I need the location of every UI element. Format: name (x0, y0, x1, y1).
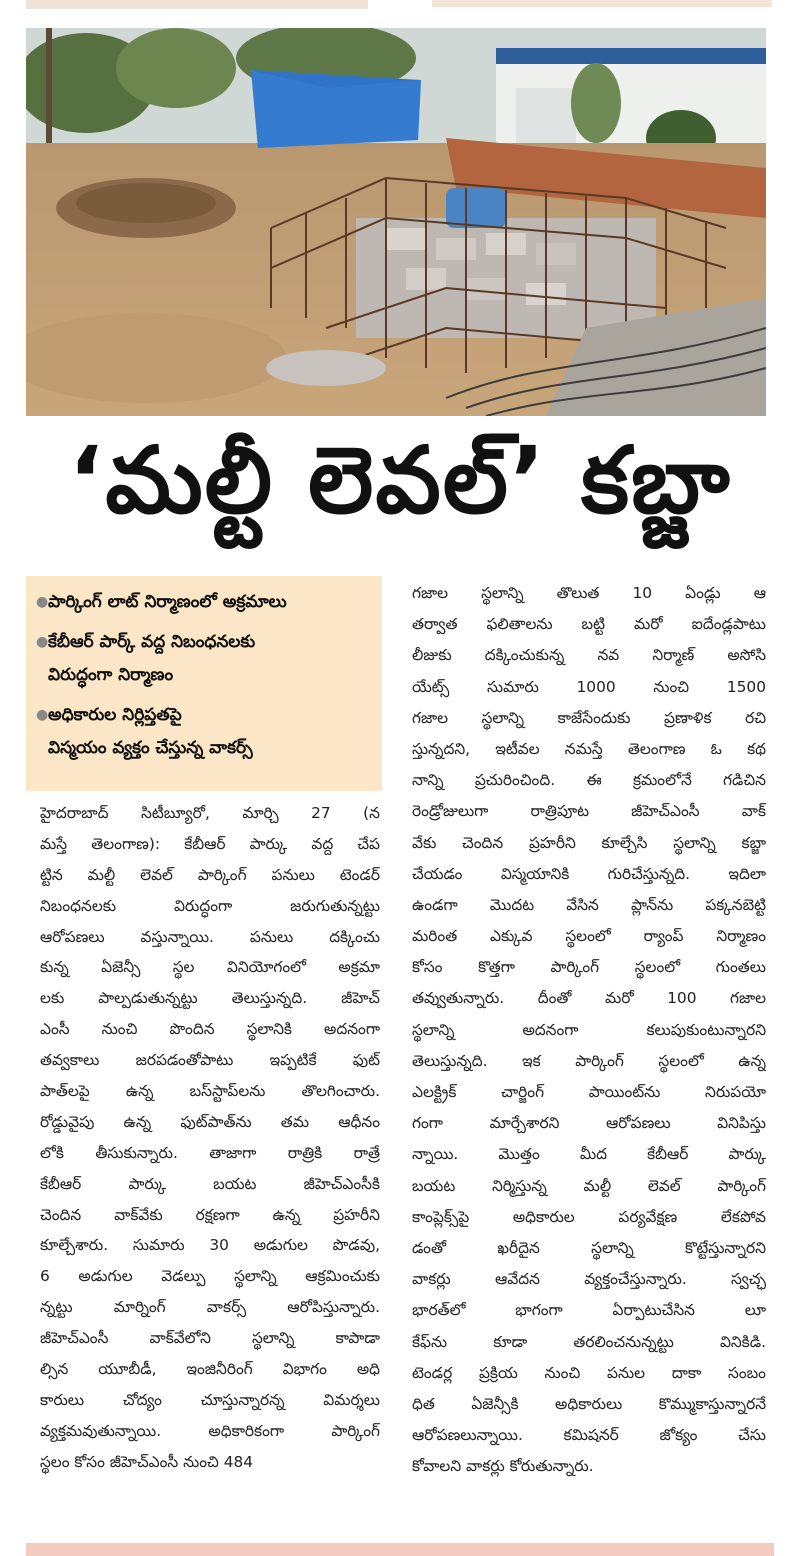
body-text-line: మస్తే తెలంగాణ): కేబీఆర్ పార్కు వద్ద చేప (40, 834, 380, 853)
body-text-line: ట్టిన మల్టీ లెవల్ పార్కింగ్ పనులు టెండర్ (40, 865, 380, 884)
body-text-line: యేట్స్ సుమారు 1000 నుంచి 1500 (412, 677, 766, 696)
body-text-line: హైదరాబాద్ సిటీబ్యూరో, మార్చి 27 (న (40, 804, 380, 822)
body-text-line: వ్యక్తమవుతున్నాయి. అధికారికంగా పార్కింగ్ (40, 1421, 380, 1440)
highlight-line: విరుద్ధంగా నిర్మాణం (48, 665, 174, 685)
article-headline: ‘మల్టీ లెవల్’ కబ్జా (68, 427, 732, 534)
body-text-line: స్థలాన్ని అదనంగా కలుపుకుంటున్నారని (412, 1020, 766, 1039)
bullet-icon: ● (36, 707, 49, 723)
article-body-left-column (40, 798, 380, 1478)
body-text-line: ఆరోపణలున్నాయి. కమిషనర్ జోక్యం చేసు (412, 1426, 766, 1445)
highlights-box (26, 576, 382, 791)
body-text-line: రెండ్రోజులుగా రాత్రిపూట జీహెచ్‌ఎంసీ వాక్ (412, 802, 766, 821)
body-text-line: 6 అడుగుల వెడల్పు స్థలాన్ని ఆక్రమించుకు (40, 1267, 380, 1286)
top-decor-band-right (432, 0, 772, 7)
body-text-line: ఆరోపణలు వస్తున్నాయి. పనులు దక్కించు (40, 927, 380, 946)
body-text-line: వేకు చెందిన ప్రహరీని కూల్చేసి స్థలాన్ని కబ్జా (412, 833, 766, 852)
body-text-line: డంతో ఖరీదైన స్థలాన్ని కొట్టేస్తున్నారని (412, 1238, 766, 1257)
body-text-line: మరింత ఎక్కువ స్థలంలో ర్యాంప్ నిర్మాణం (412, 927, 766, 946)
body-text-line: తర్వాత ఫలితాలను బట్టి మరో ఐదేండ్లపాటు (412, 615, 766, 634)
body-text-line: స్తున్నదని, ఇటీవల నమస్తే తెలంగాణ ఓ కథ (412, 739, 766, 758)
body-text-line: కూల్చేశారు. సుమారు 30 అడుగుల పొడవు, (40, 1236, 380, 1255)
construction-site-illustration (26, 28, 766, 416)
body-text-line: న్నాయి. మొత్తం మీద కేబీఆర్ పార్కు (412, 1145, 766, 1164)
body-text-line: రోడ్డువైపు ఉన్న ఫుట్‌పాత్‌ను తమ ఆధీనం (40, 1112, 380, 1131)
body-text-line: ఎలక్ట్రిక్ చార్జింగ్ పాయింట్‌ను నిరుపయో (412, 1083, 766, 1101)
body-text-line: గజాల స్థలాన్ని తొలుత 10 ఏండ్లు ఆ (412, 584, 766, 602)
highlight-line: కేబీఆర్ పార్క్ వద్ద నిబంధనలకు (48, 632, 256, 652)
body-text-line: లకు పాల్పడుతున్నట్టు తెలుస్తున్నది. జీహెచ్ (40, 989, 380, 1008)
body-text-line: తెలుస్తున్నది. ఇక పార్కింగ్ స్థలంలో ఉన్న (412, 1051, 766, 1070)
body-text-line: తవ్వుతున్నారు. దీంతో మరో 100 గజాల (412, 989, 766, 1008)
body-text-line: కోసం కొత్తగా పార్కింగ్ స్థలంలో గుంతలు (412, 958, 766, 977)
body-text-line: తవ్వకాలు జరపడంతోపాటు ఇప్పటికే ఫుట్ (40, 1051, 380, 1070)
body-text-line: లీజుకు దక్కించుకున్న నవ నిర్మాణ్ అసోసి (412, 646, 766, 665)
body-text-line: ధిత ఏజెన్సీకి అధికారులు కొమ్ముకాస్తున్నారనే (412, 1394, 766, 1413)
body-text-line: చెందిన వాక్‌వేకు రక్షణగా ఉన్న ప్రహరీని (40, 1205, 380, 1224)
highlight-item (36, 626, 374, 692)
body-text-line: జీహెచ్‌ఎంసీ వాక్‌వేలోని స్థలాన్ని కాపాడా (40, 1329, 380, 1348)
bullet-icon: ● (36, 594, 49, 610)
body-text-line: కోవాలని వాకర్లు కోరుతున్నారు. (412, 1457, 594, 1476)
body-text-line: లోకి తీసుకున్నారు. తాజాగా రాత్రికి రాత్రే (40, 1143, 380, 1162)
body-text-line: కేబీఆర్ పార్కు బయట జీహెచ్‌ఎంసీకి (40, 1174, 380, 1193)
body-text-line: కాంప్లెక్స్‌పై అధికారుల పర్యవేక్షణ లేకపోవ (412, 1207, 766, 1226)
body-text-line: గంగా మార్చేశారని ఆరోపణలు వినిపిస్తు (412, 1114, 766, 1133)
highlight-item (36, 586, 374, 619)
body-text-line: కేఫ్‌ను కూడా తరలించనున్నట్టు వినికిడి. (412, 1332, 766, 1351)
body-text-line: కున్న ఏజెన్సీ స్థల వినియోగంలో అక్రమా (40, 958, 380, 977)
body-text-line: నాన్ని ప్రచురించింది. ఈ క్రమంలోనే గడిచిన (412, 771, 766, 790)
body-text-line: టెండర్ల ప్రక్రియ నుంచి పనుల దాకా సంబం (412, 1363, 766, 1382)
highlight-item (36, 699, 374, 765)
body-text-line: ఎంసీ నుంచి పొందిన స్థలానికి అదనంగా (40, 1020, 380, 1039)
body-text-line: ల్సిన యూబీడీ, ఇంజినీరింగ్ విభాగం అధి (40, 1360, 380, 1379)
body-text-line: స్థలం కోసం జీహెచ్‌ఎంసీ నుంచి 484 (40, 1452, 254, 1471)
body-text-line: వాకర్లు ఆవేదన వ్యక్తంచేస్తున్నారు. స్వచ్ఛ (412, 1270, 766, 1289)
body-text-line: భారత్‌లో భాగంగా ఏర్పాటుచేసిన లూ (412, 1301, 766, 1320)
body-text-line: గజాల స్థలాన్ని కాజేసేందుకు ప్రణాళిక రచి (412, 708, 766, 727)
body-text-line: కారులు చోద్యం చూస్తున్నారన్న విమర్శలు (40, 1390, 380, 1409)
highlight-line: విస్మయం వ్యక్తం చేస్తున్న వాకర్స్ (48, 738, 253, 758)
highlight-line: పార్కింగ్ లాట్ నిర్మాణంలో అక్రమాలు (48, 592, 287, 612)
highlight-line: అధికారుల నిర్లిప్తతపై (48, 705, 182, 725)
body-text-line: చేయడం విస్మయానికి గురిచేస్తున్నది. ఇదిలా (412, 864, 766, 883)
bottom-decor-band (26, 1543, 774, 1556)
body-text-line: నిబంధనలకు విరుద్ధంగా జరుగుతున్నట్టు (40, 896, 380, 915)
body-text-line: పాత్‌లపై ఉన్న బస్‌స్టాప్‌లను తొలగించారు. (40, 1082, 380, 1101)
bullet-icon: ● (36, 634, 49, 650)
construction-site-photo (26, 28, 766, 416)
top-decor-band-left (26, 0, 368, 9)
body-text-line: న్నట్టు మార్నింగ్ వాకర్స్ ఆరోపిస్తున్నారు. (40, 1298, 380, 1317)
body-text-line: బయట నిర్మిస్తున్న మల్టీ లెవల్ పార్కింగ్ (412, 1176, 766, 1195)
article-body-right-column (412, 578, 766, 1482)
body-text-line: ఉండగా మొదట వేసిన ప్లాన్‌ను పక్కనబెట్టి (412, 895, 766, 914)
